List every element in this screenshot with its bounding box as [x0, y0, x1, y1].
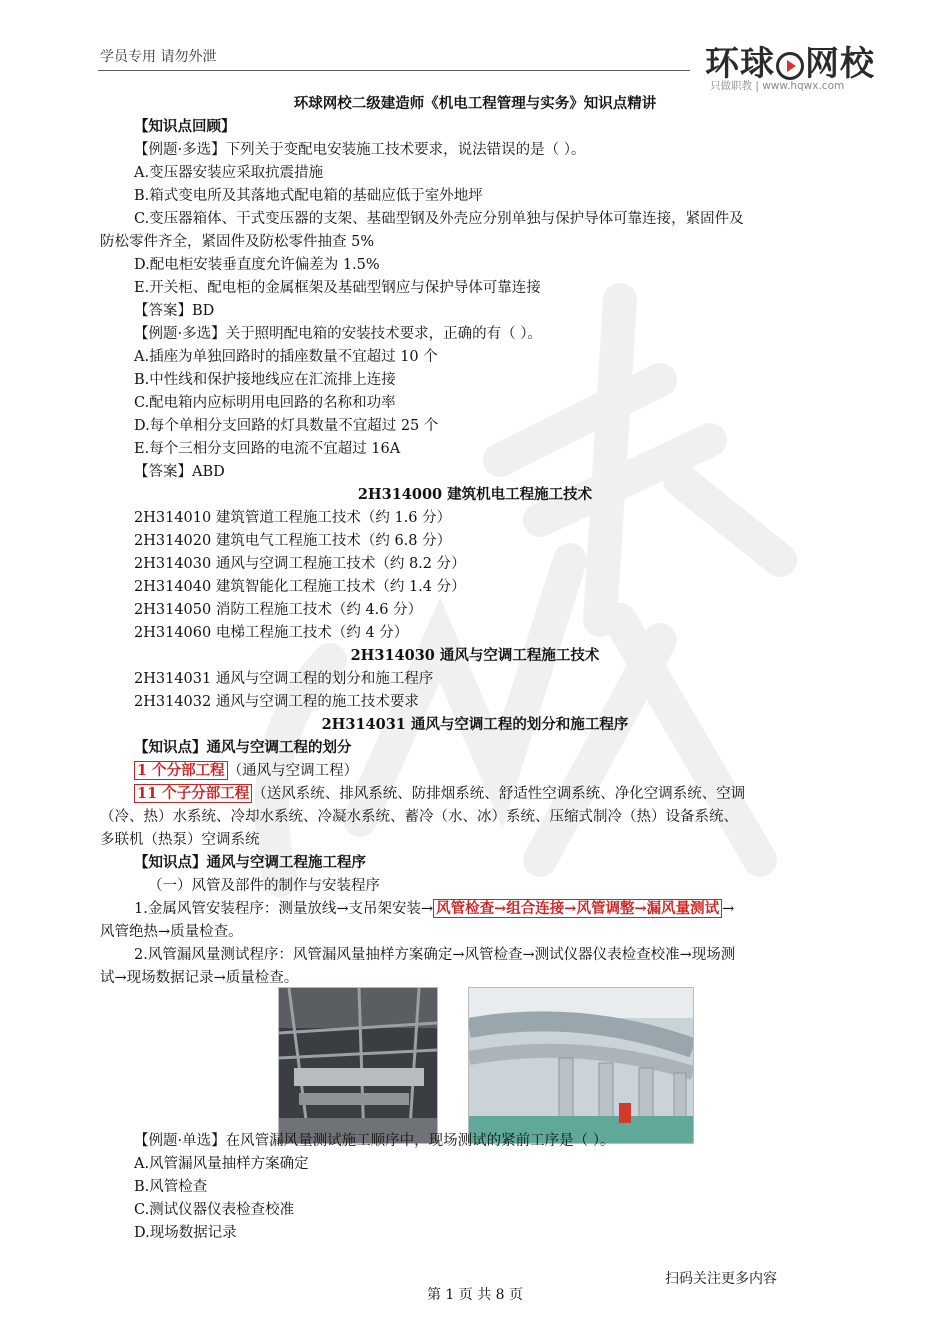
- option-c: C.变压器箱体、干式变压器的支架、基础型钢及外壳应分别单独与保护导体可靠连接，紧固件及: [134, 211, 744, 227]
- paragraph-cont: 多联机（热泵）空调系统: [100, 832, 260, 848]
- play-icon: [776, 52, 804, 80]
- procedure-line: 1.金属风管安装程序：测量放线→支吊架安装→ 风管检查→组合连接→风管调整→漏风量测试 →: [134, 900, 735, 917]
- logo-wordmark: 环球 网校: [705, 44, 875, 84]
- page-number: 第 1 页 共 8 页: [426, 1287, 524, 1303]
- logo-tagline: 只做职教 | www.hqwx.com: [710, 80, 845, 92]
- option-e: E.开关柜、配电柜的金属框架及基础型钢应与保护导体可靠连接: [134, 280, 541, 296]
- knowledge-heading: 【知识点】通风与空调工程的划分: [134, 739, 352, 756]
- outline-item: 2H314020 建筑电气工程施工技术（约 6.8 分）: [134, 533, 452, 549]
- outline-item: 2H314040 建筑智能化工程施工技术（约 1.4 分）: [134, 579, 466, 595]
- option-a: A.变压器安装应采取抗震措施: [134, 165, 324, 181]
- section-title: 2H314031 通风与空调工程的划分和施工程序: [321, 716, 629, 733]
- option-b: B.中性线和保护接地线应在汇流排上连接: [134, 372, 396, 388]
- document-title: 环球网校二级建造师《机电工程管理与实务》知识点精讲: [293, 95, 657, 112]
- highlight-box: 1 个分部工程: [134, 761, 228, 780]
- procedure-line: 2.风管漏风量测试程序：风管漏风量抽样方案确定→风管检查→测试仪器仪表检查校准→现场测: [134, 947, 736, 963]
- outline-item: 2H314060 电梯工程施工技术（约 4 分）: [134, 625, 409, 641]
- knowledge-heading: 【知识点】通风与空调工程施工程序: [134, 854, 366, 871]
- duct-photo-1: [278, 987, 438, 1144]
- division-line: 1 个分部工程 （通风与空调工程）: [134, 761, 358, 783]
- duct-photo-2: [468, 987, 694, 1144]
- highlight-box: 风管检查→组合连接→风管调整→漏风量测试: [433, 899, 722, 918]
- option-b: B.风管检查: [134, 1179, 208, 1195]
- option-c: C.测试仪器仪表检查校准: [134, 1202, 295, 1218]
- question-stem: 【例题·多选】下列关于变配电安装施工技术要求，说法错误的是（ ）。: [134, 142, 586, 158]
- subdivision-line: 11 个子分部工程 （送风系统、排风系统、防排烟系统、舒适性空调系统、净化空调系统、空调: [134, 784, 745, 806]
- answer: 【答案】BD: [134, 303, 215, 319]
- qr-caption: 扫码关注更多内容: [665, 1271, 777, 1287]
- section-title: 2H314030 通风与空调工程施工技术: [350, 647, 600, 664]
- spiral-duct-image: [469, 988, 693, 1143]
- outline-item: 2H314032 通风与空调工程的施工技术要求: [134, 694, 419, 710]
- question-stem: 【例题·单选】在风管漏风量测试施工顺序中，现场测试的紧前工序是（ ）。: [134, 1133, 615, 1149]
- sub-heading: （一）风管及部件的制作与安装程序: [148, 878, 380, 894]
- highlight-box: 11 个子分部工程: [134, 784, 252, 803]
- paragraph-cont: （冷、热）水系统、冷却水系统、冷凝水系统、蓄冷（水、冰）系统、压缩式制冷（热）设备系统、: [100, 809, 738, 825]
- question-stem: 【例题·多选】关于照明配电箱的安装技术要求，正确的有（ ）。: [134, 326, 542, 342]
- outline-item: 2H314050 消防工程施工技术（约 4.6 分）: [134, 602, 423, 618]
- option-a: A.风管漏风量抽样方案确定: [134, 1156, 309, 1172]
- duct-ceiling-image: [279, 988, 437, 1143]
- header-divider: [98, 70, 690, 71]
- option-b: B.箱式变电所及其落地式配电箱的基础应低于室外地坪: [134, 188, 483, 204]
- review-heading: 【知识点回顾】: [134, 118, 236, 135]
- option-d: D.每个单相分支回路的灯具数量不宜超过 25 个: [134, 418, 439, 434]
- brand-logo: [705, 36, 875, 96]
- confidential-label: 学员专用 请勿外泄: [100, 49, 217, 65]
- outline-item: 2H314030 通风与空调工程施工技术（约 8.2 分）: [134, 556, 466, 572]
- section-title: 2H314000 建筑机电工程施工技术: [357, 486, 593, 503]
- option-c: C.配电箱内应标明用电回路的名称和功率: [134, 395, 396, 411]
- option-c-cont: 防松零件齐全，紧固件及防松零件抽查 5%: [100, 234, 375, 250]
- option-e: E.每个三相分支回路的电流不宜超过 16A: [134, 441, 401, 457]
- outline-item: 2H314010 建筑管道工程施工技术（约 1.6 分）: [134, 510, 452, 526]
- outline-item: 2H314031 通风与空调工程的划分和施工程序: [134, 671, 434, 687]
- option-a: A.插座为单独回路时的插座数量不宜超过 10 个: [134, 349, 438, 365]
- option-d: D.现场数据记录: [134, 1225, 237, 1241]
- answer: 【答案】ABD: [134, 464, 225, 480]
- paragraph-cont: 试→现场数据记录→质量检查。: [100, 970, 299, 986]
- option-d: D.配电柜安装垂直度允许偏差为 1.5%: [134, 257, 380, 273]
- paragraph-cont: 风管绝热→质量检查。: [100, 924, 243, 940]
